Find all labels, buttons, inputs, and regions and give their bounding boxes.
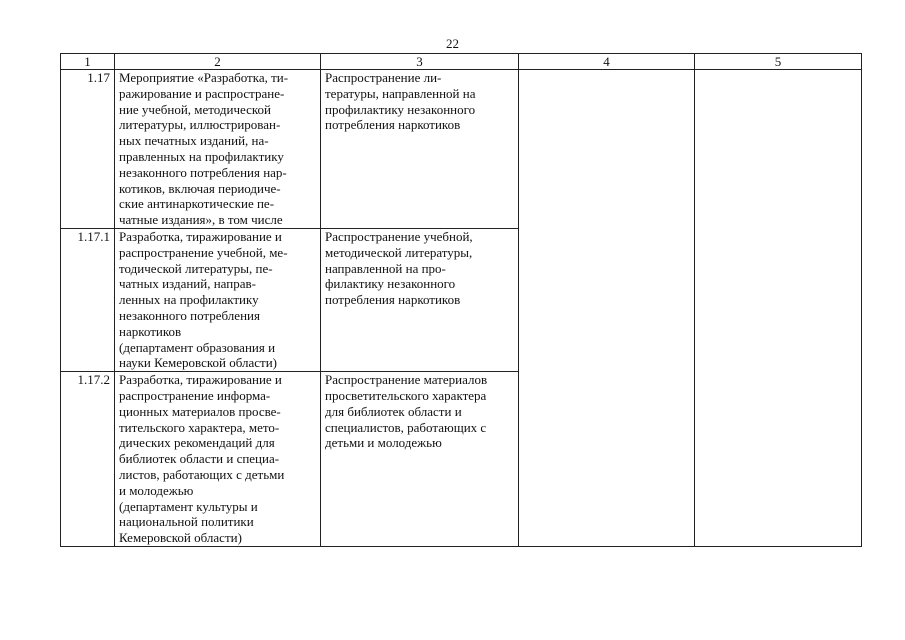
result-cell — [321, 70, 519, 229]
column-header-1: 1 — [61, 54, 115, 70]
activity-cell — [115, 70, 321, 229]
activity-text: Разработка, тиражирование и распространение информа- ционных материалов просве- тительского характера, мето- дических рекомендаций для библиотек области и специа- листов, работающих с детьми и молодежью (департамент культуры и национальной политики Кемеровской области) — [119, 372, 285, 546]
column-header-2: 2 — [115, 54, 321, 70]
row-number: 1.17.2 — [61, 372, 115, 547]
table-header-row — [61, 54, 862, 70]
column-header-4: 4 — [519, 54, 695, 70]
row-number: 1.17 — [61, 70, 115, 229]
column-5-cell — [695, 70, 862, 547]
column-header-5: 5 — [695, 54, 862, 70]
result-cell — [321, 228, 519, 371]
row-number: 1.17.1 — [61, 228, 115, 371]
result-cell — [321, 372, 519, 547]
result-text: Распространение ли- тературы, направленной на профилактику незаконного потребления наркотиков — [325, 70, 476, 133]
activity-cell — [115, 372, 321, 547]
column-header-3: 3 — [321, 54, 519, 70]
activity-text: Разработка, тиражирование и распространение учебной, ме- тодической литературы, пе- чатных изданий, направ- ленных на профилактику незаконного потребления наркотиков (департамент образования и науки Кемеровской области) — [119, 228, 288, 371]
result-text: Распространение материалов просветительского характера для библиотек области и специалистов, работающих с детьми и молодежью — [325, 372, 488, 451]
activities-table — [60, 53, 862, 547]
activity-cell — [115, 228, 321, 371]
activity-text: Мероприятие «Разработка, ти- ражирование и распростране- ние учебной, методической литературы, иллюстрирован- ных печатных изданий, на- правленных на профилактику незаконного потребления нар- котиков, включая периодиче- ские антинаркотические пе- чатные издания», в том числе — [119, 70, 289, 228]
result-text: Распространение учебной, методической литературы, направленной на про- филактику незаконного потребления наркотиков — [325, 228, 473, 308]
column-4-cell — [519, 70, 695, 547]
table-row — [61, 70, 862, 229]
page-number: 22 — [446, 36, 459, 51]
